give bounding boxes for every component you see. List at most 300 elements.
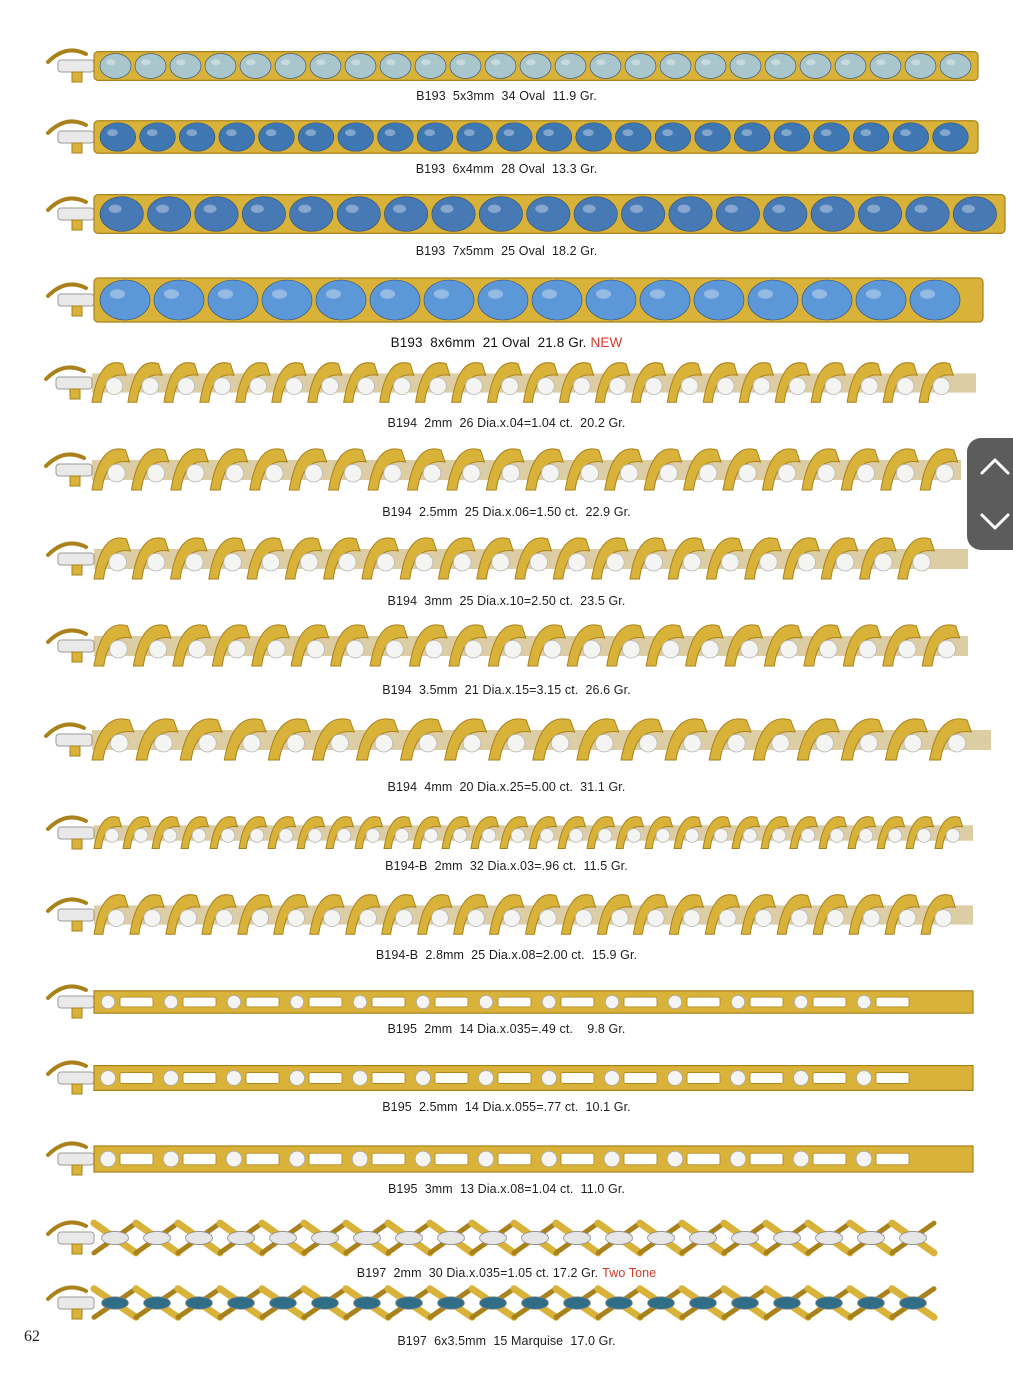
gemstone bbox=[900, 1231, 927, 1244]
gemstone bbox=[380, 54, 411, 79]
clasp bbox=[48, 1062, 94, 1094]
diamond bbox=[859, 640, 877, 658]
diamond bbox=[226, 1151, 242, 1167]
product-caption bbox=[0, 244, 1013, 258]
caption-text: B193 6x4mm 28 Oval 13.3 Gr. bbox=[415, 162, 598, 176]
gemstone bbox=[312, 1231, 339, 1244]
diamond bbox=[155, 734, 173, 752]
diamond bbox=[543, 640, 561, 658]
gemstone bbox=[536, 123, 572, 152]
diamond bbox=[224, 553, 242, 571]
diamond bbox=[772, 734, 790, 752]
gemstone bbox=[228, 1231, 255, 1244]
diamond bbox=[539, 910, 556, 927]
gemstone bbox=[205, 54, 236, 79]
scroll-down-button[interactable] bbox=[967, 494, 1013, 550]
gemstone bbox=[485, 54, 516, 79]
diamond bbox=[685, 829, 699, 843]
clasp bbox=[48, 1222, 94, 1254]
diamond bbox=[109, 553, 127, 571]
gemstone bbox=[378, 123, 414, 152]
diamond bbox=[279, 829, 293, 843]
diamond bbox=[825, 378, 842, 395]
product-caption bbox=[0, 416, 1013, 430]
diamond bbox=[386, 640, 404, 658]
gemstone bbox=[270, 1297, 297, 1310]
gemstone bbox=[275, 54, 306, 79]
diamond bbox=[187, 464, 205, 482]
diamond bbox=[743, 829, 757, 843]
diamond bbox=[575, 910, 592, 927]
diamond bbox=[423, 464, 441, 482]
gemstone bbox=[835, 54, 866, 79]
gemstone bbox=[228, 1297, 255, 1310]
gemstone bbox=[814, 123, 850, 152]
caption-text: B194-B 2mm 32 Dia.x.03=.96 ct. 11.5 Gr. bbox=[385, 859, 628, 873]
diamond bbox=[163, 829, 177, 843]
gemstone bbox=[100, 280, 150, 320]
diamond bbox=[377, 553, 395, 571]
gemstone bbox=[660, 54, 691, 79]
diamond bbox=[530, 553, 548, 571]
gemstone bbox=[811, 197, 854, 232]
diamond bbox=[147, 464, 165, 482]
caption-text: B194-B 2.8mm 25 Dia.x.08=2.00 ct. 15.9 Gr. bbox=[375, 948, 638, 962]
product-caption bbox=[0, 1266, 1013, 1280]
diamond bbox=[668, 1071, 683, 1086]
diamond bbox=[904, 734, 922, 752]
diamond bbox=[227, 995, 240, 1008]
diamond bbox=[164, 995, 177, 1008]
diamond bbox=[178, 378, 195, 395]
bracelet-image bbox=[46, 808, 981, 858]
gemstone bbox=[478, 280, 528, 320]
gemstone bbox=[298, 123, 334, 152]
gemstone bbox=[648, 1231, 675, 1244]
diamond bbox=[836, 553, 854, 571]
chevron-up-icon bbox=[979, 456, 1011, 476]
diamond bbox=[105, 829, 119, 843]
caption-text: B194 3mm 25 Dia.x.10=2.50 ct. 23.5 Gr. bbox=[387, 594, 626, 608]
gemstone bbox=[802, 280, 852, 320]
diamond bbox=[243, 734, 261, 752]
caption-text: B195 2mm 14 Dia.x.035=.49 ct. 9.8 Gr. bbox=[387, 1022, 626, 1036]
diamond bbox=[627, 829, 641, 843]
diamond bbox=[142, 378, 159, 395]
gemstone bbox=[522, 1231, 549, 1244]
bracelet-image bbox=[44, 436, 969, 504]
clasp bbox=[46, 724, 92, 756]
gemstone bbox=[858, 1297, 885, 1310]
page-number: 62 bbox=[24, 1328, 40, 1345]
diamond bbox=[199, 734, 217, 752]
gemstone bbox=[716, 197, 759, 232]
diamond bbox=[214, 378, 231, 395]
diamond bbox=[189, 640, 207, 658]
diamond bbox=[228, 640, 246, 658]
bracelet-image bbox=[46, 1214, 971, 1262]
gemstone bbox=[219, 123, 255, 152]
diamond bbox=[701, 640, 719, 658]
clasp bbox=[46, 454, 92, 486]
gemstone bbox=[290, 197, 333, 232]
diamond bbox=[431, 910, 448, 927]
diamond bbox=[358, 378, 375, 395]
diamond bbox=[288, 910, 305, 927]
diamond bbox=[163, 1151, 179, 1167]
diamond bbox=[778, 464, 796, 482]
diamond bbox=[772, 829, 786, 843]
diamond bbox=[226, 464, 244, 482]
diamond bbox=[541, 1151, 557, 1167]
gemstone bbox=[774, 123, 810, 152]
scroll-up-button[interactable] bbox=[967, 438, 1013, 494]
diamond bbox=[502, 464, 520, 482]
gemstone bbox=[748, 280, 798, 320]
bracelet-image bbox=[46, 114, 986, 160]
diamond bbox=[857, 1071, 872, 1086]
diamond bbox=[780, 640, 798, 658]
diamond bbox=[818, 464, 836, 482]
diamond bbox=[360, 910, 377, 927]
gemstone bbox=[765, 54, 796, 79]
gemstone bbox=[396, 1297, 423, 1310]
gemstone bbox=[669, 197, 712, 232]
diamond bbox=[946, 829, 960, 843]
gemstone bbox=[800, 54, 831, 79]
diamond bbox=[609, 378, 626, 395]
diamond bbox=[453, 829, 467, 843]
diamond bbox=[604, 1151, 620, 1167]
gemstone bbox=[732, 1231, 759, 1244]
product-caption bbox=[0, 1100, 1013, 1114]
gemstone bbox=[527, 197, 570, 232]
diamond bbox=[660, 464, 678, 482]
diamond bbox=[250, 829, 264, 843]
bracelet-image bbox=[46, 612, 976, 680]
product-caption bbox=[0, 683, 1013, 697]
diamond bbox=[307, 640, 325, 658]
diamond bbox=[101, 1071, 116, 1086]
diamond bbox=[541, 464, 559, 482]
diamond bbox=[216, 910, 233, 927]
diamond bbox=[760, 553, 778, 571]
gemstone bbox=[135, 54, 166, 79]
diamond bbox=[569, 829, 583, 843]
clasp bbox=[48, 817, 94, 849]
gemstone bbox=[576, 123, 612, 152]
gemstone bbox=[170, 54, 201, 79]
diamond bbox=[465, 378, 482, 395]
gemstone bbox=[100, 123, 136, 152]
chevron-down-icon bbox=[979, 512, 1011, 532]
diamond bbox=[620, 464, 638, 482]
diamond bbox=[717, 378, 734, 395]
gemstone bbox=[856, 280, 906, 320]
diamond bbox=[537, 378, 554, 395]
diamond bbox=[396, 910, 413, 927]
diamond bbox=[465, 640, 483, 658]
diamond bbox=[479, 1071, 494, 1086]
gemstone bbox=[586, 280, 636, 320]
diamond bbox=[305, 464, 323, 482]
diamond bbox=[896, 464, 914, 482]
diamond bbox=[467, 910, 484, 927]
diamond bbox=[728, 734, 746, 752]
clasp bbox=[46, 367, 92, 399]
diamond bbox=[180, 910, 197, 927]
gemstone bbox=[816, 1297, 843, 1310]
clasp bbox=[48, 899, 94, 931]
gemstone bbox=[179, 123, 215, 152]
diamond bbox=[134, 829, 148, 843]
page-navigation-widget bbox=[967, 438, 1013, 550]
gemstone bbox=[905, 54, 936, 79]
diamond bbox=[667, 1151, 683, 1167]
gemstone bbox=[270, 1231, 297, 1244]
gemstone bbox=[730, 54, 761, 79]
gemstone bbox=[858, 197, 901, 232]
diamond bbox=[714, 829, 728, 843]
diamond bbox=[857, 464, 875, 482]
diamond bbox=[300, 553, 318, 571]
diamond bbox=[611, 910, 628, 927]
caption-text: B195 3mm 13 Dia.x.08=1.04 ct. 11.0 Gr. bbox=[388, 1182, 625, 1196]
caption-text: B194 4mm 20 Dia.x.25=5.00 ct. 31.1 Gr. bbox=[387, 780, 626, 794]
clasp bbox=[48, 284, 94, 316]
bracelet-image bbox=[46, 1058, 981, 1098]
diamond bbox=[106, 378, 123, 395]
gemstone bbox=[457, 123, 493, 152]
gemstone bbox=[480, 1297, 507, 1310]
gemstone bbox=[497, 123, 533, 152]
bracelet-image bbox=[44, 702, 999, 778]
diamond bbox=[681, 378, 698, 395]
gemstone bbox=[102, 1231, 129, 1244]
gemstone bbox=[100, 197, 143, 232]
gemstone bbox=[522, 1297, 549, 1310]
gemstone bbox=[900, 1297, 927, 1310]
diamond bbox=[935, 910, 952, 927]
gemstone bbox=[774, 1231, 801, 1244]
gemstone bbox=[424, 280, 474, 320]
gemstone bbox=[940, 54, 971, 79]
diamond bbox=[583, 640, 601, 658]
diamond bbox=[551, 734, 569, 752]
diamond bbox=[917, 829, 931, 843]
diamond bbox=[699, 464, 717, 482]
diamond bbox=[308, 829, 322, 843]
diamond bbox=[100, 1151, 116, 1167]
diamond bbox=[110, 640, 128, 658]
diamond bbox=[794, 995, 807, 1008]
diamond bbox=[344, 464, 362, 482]
gemstone bbox=[953, 197, 996, 232]
bracelet-image bbox=[46, 266, 991, 334]
gemstone bbox=[144, 1231, 171, 1244]
diamond bbox=[324, 910, 341, 927]
gemstone bbox=[564, 1297, 591, 1310]
gemstone bbox=[186, 1297, 213, 1310]
diamond bbox=[607, 553, 625, 571]
gemstone bbox=[695, 54, 726, 79]
diamond bbox=[639, 734, 657, 752]
diamond bbox=[250, 378, 267, 395]
diamond bbox=[933, 378, 950, 395]
diamond bbox=[755, 910, 772, 927]
bracelet-image bbox=[46, 46, 986, 86]
diamond bbox=[101, 995, 114, 1008]
diamond bbox=[656, 829, 670, 843]
gemstone bbox=[154, 280, 204, 320]
diamond bbox=[395, 829, 409, 843]
diamond bbox=[827, 910, 844, 927]
gemstone bbox=[242, 197, 285, 232]
diamond bbox=[290, 995, 303, 1008]
gemstone bbox=[774, 1297, 801, 1310]
diamond bbox=[289, 1151, 305, 1167]
new-tag: NEW bbox=[590, 335, 623, 350]
gemstone bbox=[354, 1231, 381, 1244]
diamond bbox=[185, 553, 203, 571]
diamond bbox=[339, 553, 357, 571]
clasp bbox=[48, 1143, 94, 1175]
diamond bbox=[801, 829, 815, 843]
caption-text: B194 2mm 26 Dia.x.04=1.04 ct. 20.2 Gr. bbox=[387, 416, 626, 430]
gemstone bbox=[480, 1231, 507, 1244]
diamond bbox=[741, 640, 759, 658]
diamond bbox=[144, 910, 161, 927]
diamond bbox=[415, 553, 433, 571]
gemstone bbox=[450, 54, 481, 79]
diamond bbox=[683, 910, 700, 927]
diamond bbox=[352, 1151, 368, 1167]
diamond bbox=[789, 378, 806, 395]
diamond bbox=[860, 734, 878, 752]
diamond bbox=[394, 378, 411, 395]
diamond bbox=[511, 829, 525, 843]
diamond bbox=[322, 378, 339, 395]
diamond bbox=[719, 910, 736, 927]
gemstone bbox=[933, 123, 969, 152]
diamond bbox=[478, 1151, 494, 1167]
diamond bbox=[605, 995, 618, 1008]
caption-text: B194 2.5mm 25 Dia.x.06=1.50 ct. 22.9 Gr. bbox=[382, 505, 631, 519]
gemstone bbox=[240, 54, 271, 79]
gemstone bbox=[621, 197, 664, 232]
clasp bbox=[48, 50, 94, 82]
caption-text: B193 8x6mm 21 Oval 21.8 Gr. bbox=[390, 335, 587, 350]
diamond bbox=[267, 640, 285, 658]
diamond bbox=[416, 995, 429, 1008]
diamond bbox=[482, 829, 496, 843]
caption-text: B197 2mm 30 Dia.x.035=1.05 ct. 17.2 Gr. bbox=[356, 1266, 599, 1280]
diamond bbox=[108, 910, 125, 927]
diamond bbox=[568, 553, 586, 571]
diamond bbox=[856, 1151, 872, 1167]
diamond bbox=[875, 553, 893, 571]
gemstone bbox=[345, 54, 376, 79]
gemstone bbox=[732, 1297, 759, 1310]
diamond bbox=[897, 378, 914, 395]
bracelet-image bbox=[46, 984, 981, 1020]
diamond bbox=[346, 640, 364, 658]
clasp bbox=[48, 543, 94, 575]
gemstone bbox=[396, 1231, 423, 1244]
diamond bbox=[252, 910, 269, 927]
gemstone bbox=[690, 1297, 717, 1310]
bracelet-image bbox=[46, 1138, 981, 1180]
caption-text: B197 6x3.5mm 15 Marquise 17.0 Gr. bbox=[397, 1334, 616, 1348]
gemstone bbox=[858, 1231, 885, 1244]
diamond bbox=[647, 910, 664, 927]
diamond bbox=[504, 640, 522, 658]
gemstone bbox=[384, 197, 427, 232]
gemstone bbox=[694, 280, 744, 320]
diamond bbox=[791, 910, 808, 927]
gemstone bbox=[338, 123, 374, 152]
product-caption bbox=[0, 1182, 1013, 1196]
product-caption bbox=[0, 594, 1013, 608]
gemstone bbox=[479, 197, 522, 232]
product-caption bbox=[0, 89, 1013, 103]
diamond bbox=[507, 734, 525, 752]
diamond bbox=[290, 1071, 305, 1086]
gemstone bbox=[186, 1231, 213, 1244]
diamond bbox=[863, 910, 880, 927]
diamond bbox=[384, 464, 402, 482]
diamond bbox=[668, 995, 681, 1008]
gemstone bbox=[312, 1297, 339, 1310]
gemstone bbox=[640, 280, 690, 320]
bracelet-image bbox=[46, 1280, 971, 1326]
product-caption bbox=[0, 948, 1013, 962]
gemstone bbox=[564, 1231, 591, 1244]
diamond bbox=[721, 553, 739, 571]
gemstone bbox=[853, 123, 889, 152]
diamond bbox=[463, 464, 481, 482]
gemstone bbox=[102, 1297, 129, 1310]
diamond bbox=[798, 553, 816, 571]
bracelet-image bbox=[44, 352, 984, 414]
diamond bbox=[262, 553, 280, 571]
gemstone bbox=[100, 54, 131, 79]
diamond bbox=[573, 378, 590, 395]
diamond bbox=[684, 734, 702, 752]
gemstone bbox=[615, 123, 651, 152]
clasp bbox=[48, 1287, 94, 1319]
diamond bbox=[857, 995, 870, 1008]
gemstone bbox=[870, 54, 901, 79]
diamond bbox=[581, 464, 599, 482]
gemstone bbox=[438, 1297, 465, 1310]
diamond bbox=[730, 1151, 746, 1167]
diamond bbox=[353, 995, 366, 1008]
diamond bbox=[337, 829, 351, 843]
diamond bbox=[731, 1071, 746, 1086]
diamond bbox=[331, 734, 349, 752]
gemstone bbox=[140, 123, 176, 152]
gemstone bbox=[208, 280, 258, 320]
diamond bbox=[598, 829, 612, 843]
bracelet-image bbox=[46, 186, 1013, 242]
diamond bbox=[830, 829, 844, 843]
gemstone bbox=[764, 197, 807, 232]
diamond bbox=[375, 734, 393, 752]
gemstone bbox=[655, 123, 691, 152]
gemstone bbox=[893, 123, 929, 152]
diamond bbox=[938, 640, 956, 658]
